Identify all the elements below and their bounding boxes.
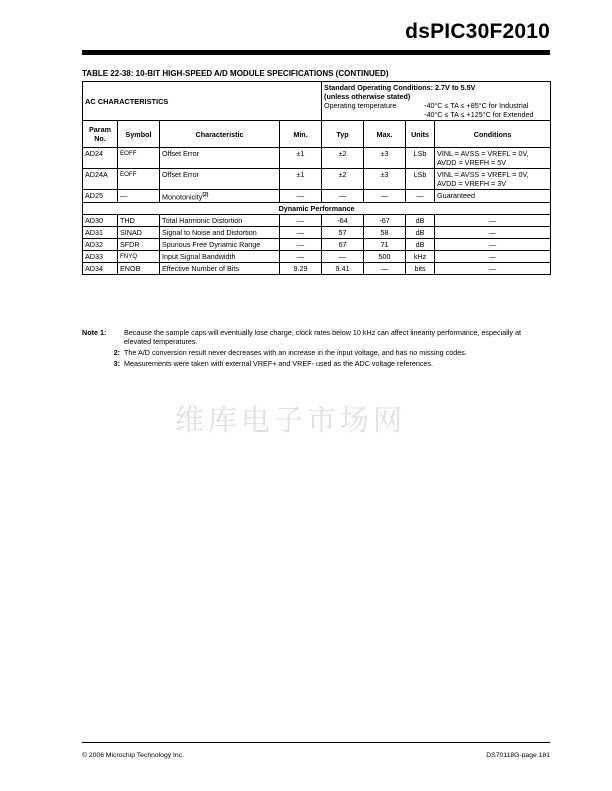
cell-characteristic: Input Signal Bandwidth	[160, 251, 280, 263]
cell-param: AD32	[83, 239, 118, 251]
col-header-symbol: Symbol	[118, 121, 160, 148]
cell-conditions: —	[435, 227, 551, 239]
cell-characteristic: Offset Error	[160, 148, 280, 169]
cell-conditions: —	[435, 239, 551, 251]
column-header-row	[83, 121, 551, 148]
table-row	[83, 263, 551, 275]
cell-typ: —	[322, 251, 364, 263]
cell-typ: ±2	[322, 169, 364, 190]
note-item	[82, 328, 550, 346]
cell-conditions: —	[435, 263, 551, 275]
cell-param: AD34	[83, 263, 118, 275]
cell-min: —	[280, 215, 322, 227]
footer-page-number: DS70118G-page 181	[486, 752, 550, 759]
cell-symbol: SFDR	[118, 239, 160, 251]
table-row	[83, 239, 551, 251]
cell-min: ±1	[280, 148, 322, 169]
cell-max: ±3	[364, 169, 406, 190]
cell-symbol: —	[118, 190, 160, 203]
table-row	[83, 251, 551, 263]
col-header-typ: Typ	[322, 121, 364, 148]
note-key: 2:	[113, 348, 120, 357]
cell-characteristic: Spurious Free Dynamic Range	[160, 239, 280, 251]
ac-characteristics-label: AC CHARACTERISTICS	[83, 82, 322, 121]
header-rule	[82, 50, 550, 55]
section-title: Dynamic Performance	[83, 203, 551, 215]
cell-min: 9.29	[280, 263, 322, 275]
std-cond-temp-label: Operating temperature	[324, 101, 397, 110]
col-header-min: Min.	[280, 121, 322, 148]
cell-symbol: FNYQ	[118, 251, 160, 263]
cell-min: ±1	[280, 169, 322, 190]
cell-param: AD24	[83, 148, 118, 169]
note-item	[82, 348, 550, 357]
cell-conditions: —	[435, 215, 551, 227]
cell-conditions: Guaranteed	[435, 190, 551, 203]
table-row	[83, 227, 551, 239]
cell-conditions-line2: AVDD = VREFH = 3V	[437, 179, 507, 188]
cell-characteristic: Offset Error	[160, 169, 280, 190]
document-title: dsPIC30F2010	[405, 20, 550, 43]
cell-units: LSb	[406, 148, 435, 169]
cell-units: bits	[406, 263, 435, 275]
table-header-conditions-row	[83, 82, 551, 121]
cell-max: 500	[364, 251, 406, 263]
cell-characteristic: Total Harmonic Distortion	[160, 215, 280, 227]
std-cond-line2: (unless otherwise stated)	[324, 92, 411, 101]
cell-conditions	[435, 148, 551, 169]
cell-param: AD33	[83, 251, 118, 263]
cell-characteristic	[160, 190, 280, 203]
cell-typ: 67	[322, 239, 364, 251]
cell-units: dB	[406, 239, 435, 251]
cell-max: ±3	[364, 148, 406, 169]
note-item	[82, 359, 550, 368]
std-cond-temperature	[324, 101, 548, 110]
cell-min: —	[280, 190, 322, 203]
std-cond-temp-industrial: -40°C ≤ TA ≤ +85°C for Industrial	[424, 101, 529, 110]
cell-max: 58	[364, 227, 406, 239]
table-caption: TABLE 22-38: 10-BIT HIGH-SPEED A/D MODULE SPECIFICATIONS (CONTINUED)	[82, 69, 389, 78]
cell-conditions-line1: VINL = AVSS = VREFL = 0V,	[437, 149, 529, 158]
cell-conditions-line1: VINL = AVSS = VREFL = 0V,	[437, 170, 529, 179]
table-row	[83, 190, 551, 203]
note-text: Because the sample caps will eventually lose charge, clock rates below 10 kHz can affect linearity performance, especially at elevated temperatures.	[124, 328, 521, 346]
note-text: Measurements were taken with external VREF+ and VREF- used as the ADC voltage references.	[124, 359, 434, 368]
cell-units: dB	[406, 227, 435, 239]
watermark: 维库电子市场网	[175, 403, 407, 437]
cell-param: AD24A	[83, 169, 118, 190]
col-header-conditions: Conditions	[435, 121, 551, 148]
cell-characteristic: Effective Number of Bits	[160, 263, 280, 275]
cell-param: AD31	[83, 227, 118, 239]
cell-units: —	[406, 190, 435, 203]
cell-symbol: EOFF	[118, 169, 160, 190]
std-cond-temp-extended: -40°C ≤ TA ≤ +125°C for Extended	[424, 110, 534, 119]
cell-units: kHz	[406, 251, 435, 263]
cell-units: LSb	[406, 169, 435, 190]
section-header-row	[83, 203, 551, 215]
table-notes	[82, 328, 550, 370]
note-key: Note 1:	[82, 328, 107, 337]
cell-typ: 57	[322, 227, 364, 239]
cell-max: -67	[364, 215, 406, 227]
cell-conditions: —	[435, 251, 551, 263]
cell-param: AD25	[83, 190, 118, 203]
table-row	[83, 169, 551, 190]
note-text: The A/D conversion result never decreases with an increase in the input voltage, and has no missing codes.	[124, 348, 467, 357]
cell-symbol: SINAD	[118, 227, 160, 239]
spec-table	[82, 81, 551, 275]
standard-operating-conditions	[322, 82, 551, 121]
cell-typ: ±2	[322, 148, 364, 169]
cell-units: dB	[406, 215, 435, 227]
cell-typ: —	[322, 190, 364, 203]
cell-max: —	[364, 190, 406, 203]
col-header-characteristic: Characteristic	[160, 121, 280, 148]
cell-conditions-line2: AVDD = VREFH = 5V	[437, 158, 507, 167]
cell-typ: 9.41	[322, 263, 364, 275]
note-key: 3:	[113, 359, 120, 368]
cell-min: —	[280, 239, 322, 251]
cell-symbol: ENOB	[118, 263, 160, 275]
col-header-param: Param No.	[83, 121, 118, 148]
table-row	[83, 215, 551, 227]
cell-param: AD30	[83, 215, 118, 227]
cell-symbol: THD	[118, 215, 160, 227]
table-row	[83, 148, 551, 169]
characteristic-text: Monotonicity	[162, 192, 203, 202]
cell-max: 71	[364, 239, 406, 251]
col-header-units: Units	[406, 121, 435, 148]
footer-copyright: © 2006 Microchip Technology Inc.	[82, 752, 184, 759]
cell-max: —	[364, 263, 406, 275]
cell-min: —	[280, 251, 322, 263]
cell-typ: -64	[322, 215, 364, 227]
std-cond-line1: Standard Operating Conditions: 2.7V to 5.5V	[324, 83, 476, 92]
cell-characteristic: Signal to Noise and Distortion	[160, 227, 280, 239]
cell-conditions	[435, 169, 551, 190]
cell-min: —	[280, 227, 322, 239]
footer-rule	[82, 742, 550, 743]
footnote-ref: (2)	[202, 192, 209, 198]
cell-symbol: EOFF	[118, 148, 160, 169]
col-header-max: Max.	[364, 121, 406, 148]
